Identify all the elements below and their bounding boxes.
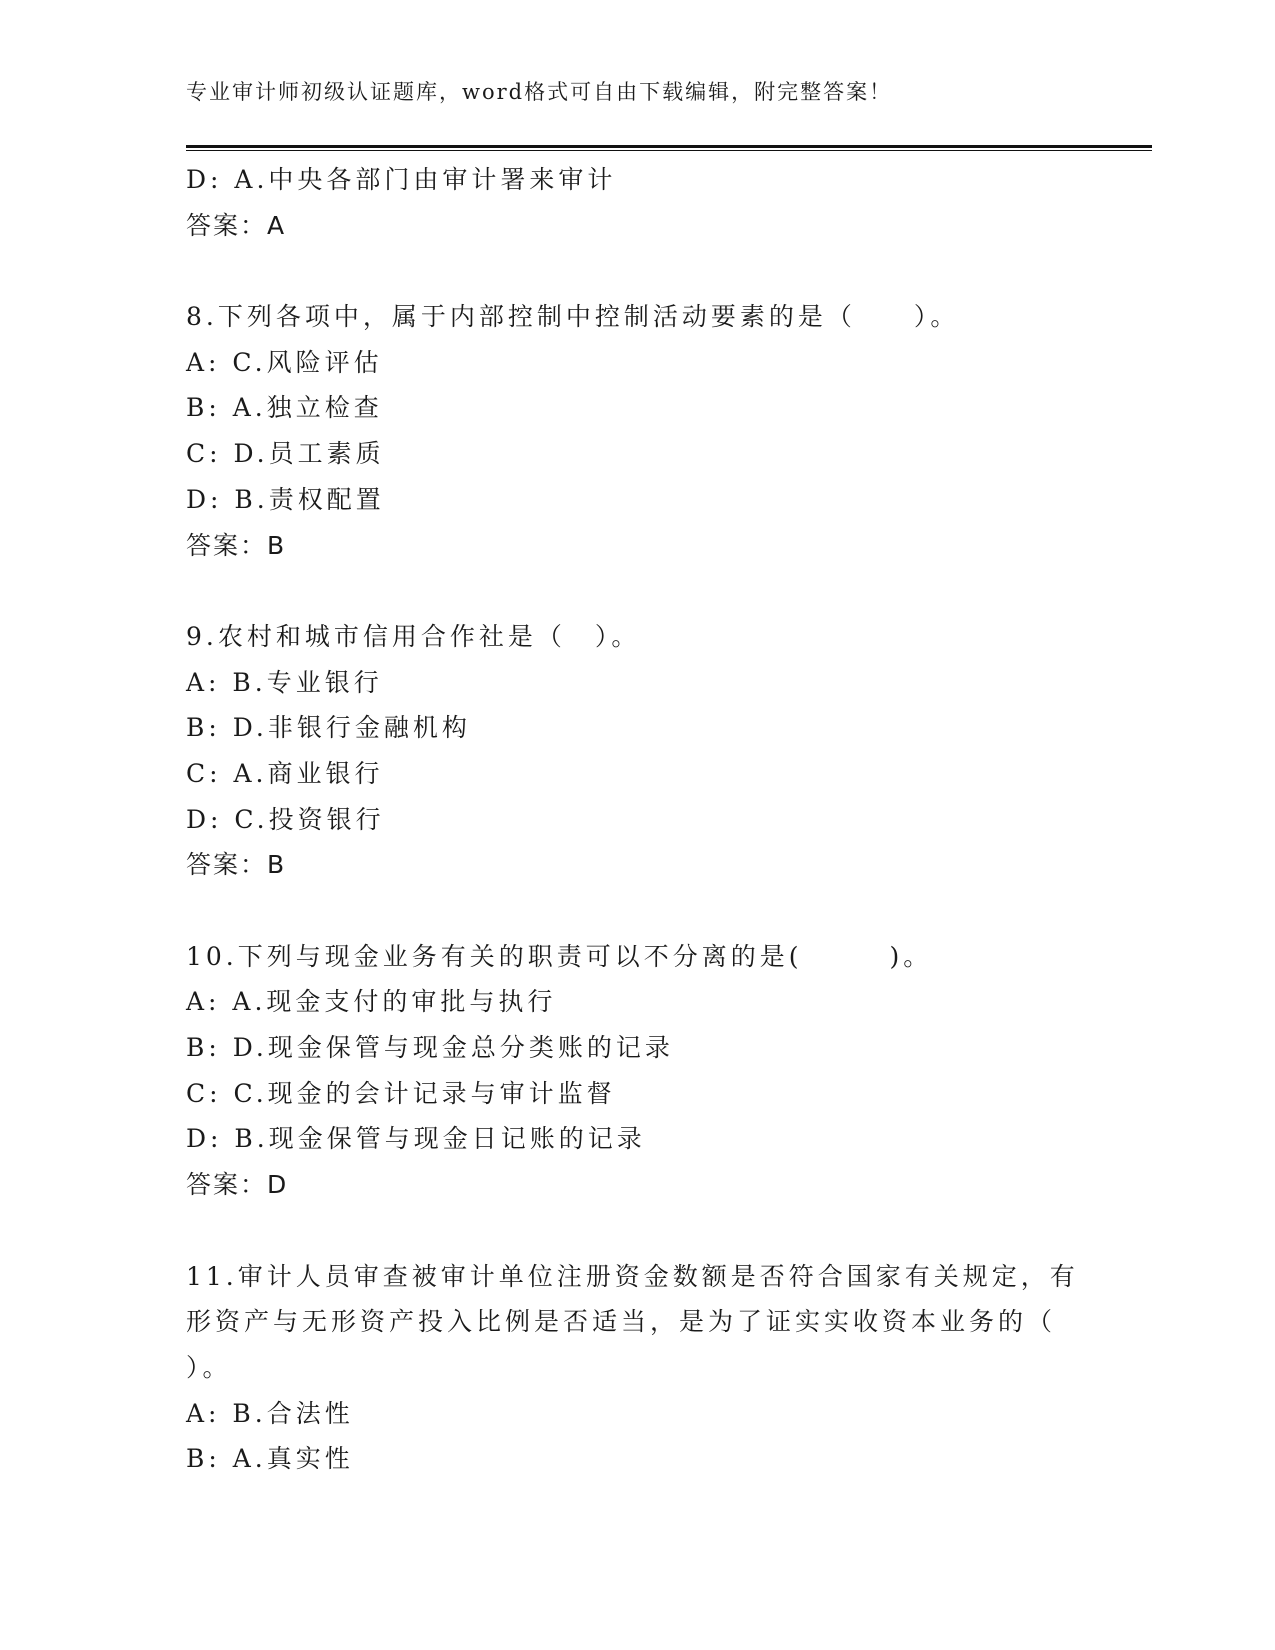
spacer: [186, 888, 1086, 934]
question-stem: 8.下列各项中，属于内部控制中控制活动要素的是（ ）。: [186, 302, 960, 332]
question-stem: 9.农村和城市信用合作社是（ ）。: [186, 621, 641, 651]
option-b: B: A.独立检查: [186, 393, 383, 423]
option-c: C: C.现金的会计记录与审计监督: [186, 1078, 616, 1108]
question-stem-line-2: 形资产与无形资产投入比例是否适当，是为了证实实收资本业务的（: [186, 1307, 1057, 1337]
page-header: 专业审计师初级认证题库，word格式可自由下载编辑，附完整答案！: [186, 80, 893, 104]
question-stem-line-1: 11.审计人员审查被审计单位注册资金数额是否符合国家有关规定，有: [186, 1261, 1079, 1291]
spacer: [186, 1208, 1086, 1254]
question-9: [186, 614, 1086, 888]
answer: 答案：A: [186, 210, 287, 240]
option-a: A: B.合法性: [186, 1398, 354, 1428]
header-rule-thick: [186, 145, 1152, 148]
option-b: B: D.现金保管与现金总分类账的记录: [186, 1033, 674, 1063]
option-a: A: A.现金支付的审批与执行: [186, 987, 557, 1017]
question-stem: 10.下列与现金业务有关的职责可以不分离的是( )。: [186, 941, 933, 971]
option-a: A: B.专业银行: [186, 667, 383, 697]
spacer: [186, 568, 1086, 614]
option-b: B: A.真实性: [186, 1444, 354, 1474]
spacer: [186, 248, 1086, 294]
question-10: [186, 934, 1086, 1208]
option-b: B: D.非银行金融机构: [186, 713, 471, 743]
option-d: D: A.中央各部门由审计署来审计: [186, 165, 617, 194]
option-d: D: C.投资银行: [186, 804, 385, 834]
option-d: D: B.现金保管与现金日记账的记录: [186, 1124, 646, 1154]
question-7-tail: [186, 157, 1086, 248]
question-stem-line-3: ）。: [186, 1352, 232, 1382]
option-a: A: C.风险评估: [186, 347, 383, 377]
option-d: D: B.责权配置: [186, 484, 385, 514]
answer: 答案：B: [186, 530, 287, 560]
option-c: C: A.商业银行: [186, 758, 384, 788]
question-content: [186, 157, 1086, 1482]
header-rule-thin: [186, 150, 1152, 151]
answer: 答案：B: [186, 850, 287, 880]
answer: 答案：D: [186, 1170, 289, 1200]
question-8: [186, 294, 1086, 568]
question-11: [186, 1254, 1086, 1482]
option-c: C: D.员工素质: [186, 439, 385, 469]
